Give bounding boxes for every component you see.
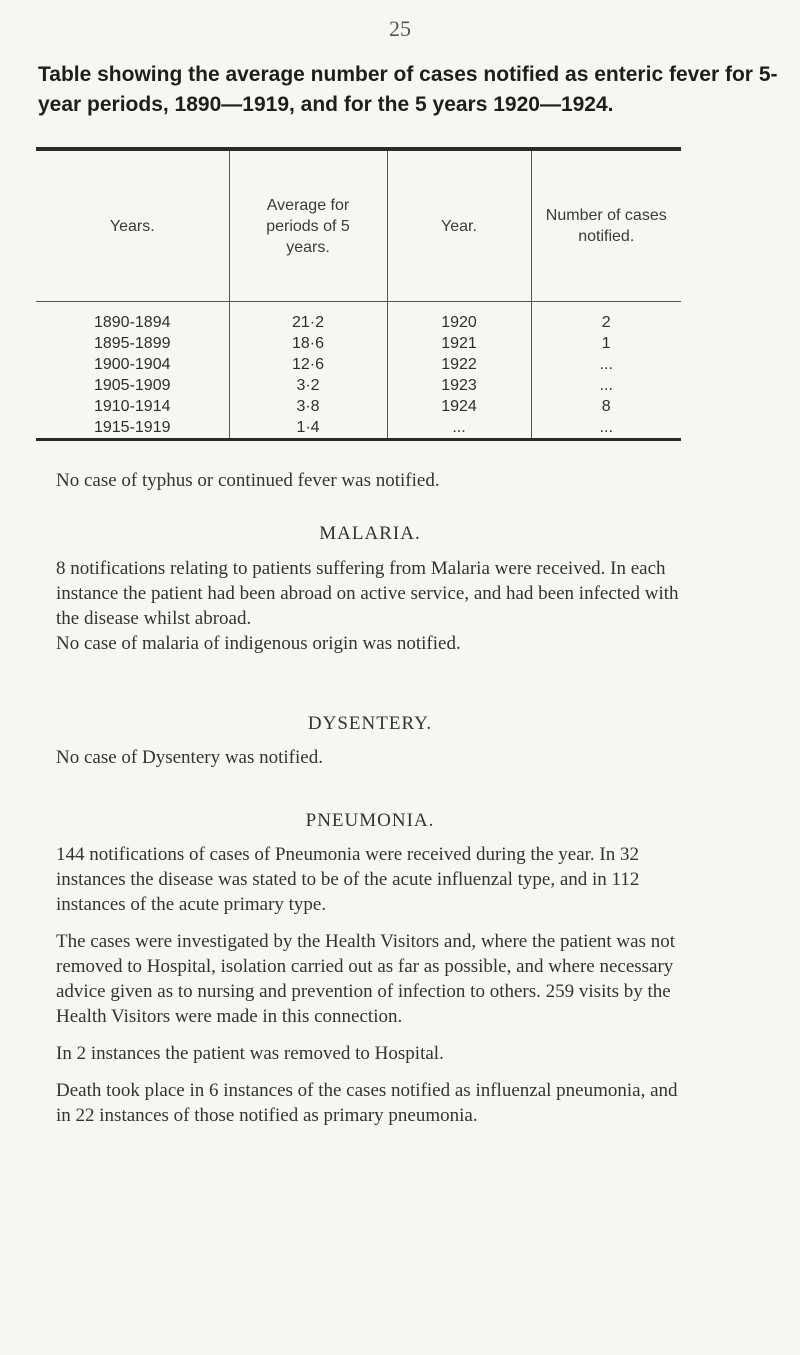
column-header-average: Average for periods of 5 years. <box>229 151 387 302</box>
table-row <box>36 417 681 438</box>
enteric-fever-table <box>36 147 681 441</box>
malaria-section <box>56 556 684 656</box>
pneumonia-paragraph-4: Death took place in 6 instances of the cases notified as influenzal pneumonia, and in 22 instances of those notified as primary pneumonia. <box>56 1080 678 1126</box>
cell-number: 1 <box>531 333 681 354</box>
cell-number: ... <box>531 375 681 396</box>
pneumonia-paragraph-3: In 2 instances the patient was removed to Hospital. <box>56 1043 444 1064</box>
malaria-heading: MALARIA. <box>319 523 421 544</box>
cell-years: 1895-1899 <box>93 335 171 352</box>
cell-number: 8 <box>531 396 681 417</box>
column-header-years: Years. <box>36 151 229 302</box>
table-row <box>36 354 681 375</box>
cell-number: 2 <box>531 302 681 334</box>
pneumonia-paragraph-2: The cases were investigated by the Health Visitors and, where the patient was not removed to Hospital, isolation carried out as far as possible, and where necessary advice given as to nursing and prevention of infection to others. 259 visits by the Health Visitors were made in this connection. <box>56 931 675 1027</box>
malaria-paragraph-2: No case of malaria of indigenous origin was notified. <box>56 633 461 654</box>
cell-average: 12·6 <box>229 354 387 375</box>
table-header-row <box>36 151 681 302</box>
cell-year: ... <box>387 417 531 438</box>
table-row <box>36 333 681 354</box>
cell-year: 1922 <box>387 354 531 375</box>
cell-years: 1910-1914 <box>93 398 171 415</box>
table-bottom-rule <box>36 438 681 441</box>
page-number: 25 <box>389 16 411 41</box>
cell-year: 1921 <box>387 333 531 354</box>
cell-average: 18·6 <box>229 333 387 354</box>
table-row <box>36 396 681 417</box>
malaria-paragraph-1: 8 notifications relating to patients suffering from Malaria were received. In each instance the patient had been abroad on active service, and had been infected with the disease whilst abroad. <box>56 558 679 629</box>
cell-year: 1924 <box>387 396 531 417</box>
cell-years: 1915-1919 <box>93 419 171 436</box>
cell-years: 1890-1894 <box>93 314 171 331</box>
typhus-note <box>56 468 684 493</box>
cell-years: 1905-1909 <box>93 377 171 394</box>
table-row <box>36 375 681 396</box>
cell-number: ... <box>531 417 681 438</box>
cell-average: 1·4 <box>229 417 387 438</box>
typhus-paragraph: No case of typhus or continued fever was notified. <box>56 470 440 491</box>
dysentery-section <box>56 745 684 770</box>
cell-average: 3·8 <box>229 396 387 417</box>
cell-average: 21·2 <box>229 302 387 334</box>
pneumonia-heading: PNEUMONIA. <box>305 810 435 831</box>
cell-number: ... <box>531 354 681 375</box>
dysentery-paragraph: No case of Dysentery was notified. <box>56 747 323 768</box>
column-header-number: Number of cases notified. <box>531 151 681 302</box>
cell-year: 1920 <box>387 302 531 334</box>
column-header-year: Year. <box>387 151 531 302</box>
table-title: Table showing the average number of cases notified as enteric fever for 5-year periods, 1890—1919, and for the 5 years 1920—1924. <box>38 63 778 116</box>
pneumonia-paragraph-1: 144 notifications of cases of Pneumonia were received during the year. In 32 instances the disease was stated to be of the acute influenzal type, and in 112 instances of the acute primary type. <box>56 844 640 915</box>
pneumonia-section <box>56 842 684 1128</box>
cell-years: 1900-1904 <box>93 356 171 373</box>
cell-year: 1923 <box>387 375 531 396</box>
cell-average: 3·2 <box>229 375 387 396</box>
data-table <box>36 151 681 438</box>
dysentery-heading: DYSENTERY. <box>307 713 433 734</box>
table-row <box>36 302 681 334</box>
